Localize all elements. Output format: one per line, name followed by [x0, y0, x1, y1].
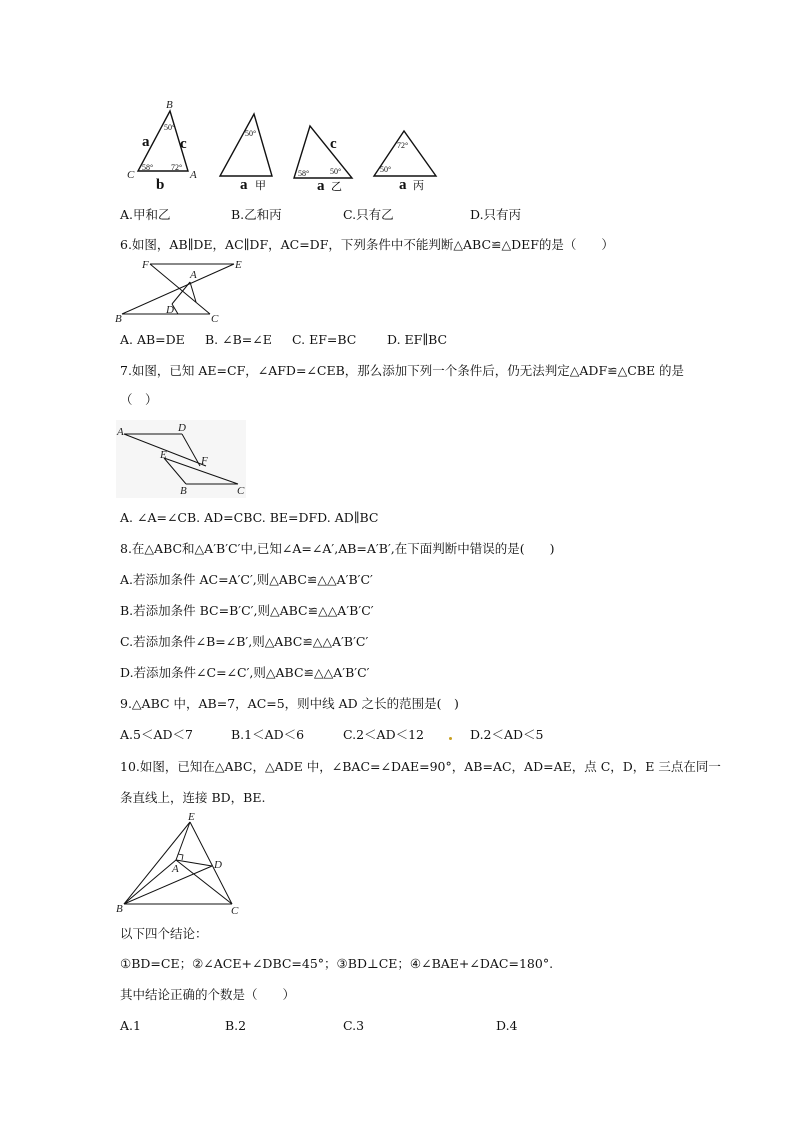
svg-text:D: D — [214, 859, 222, 871]
svg-text:D: D — [166, 304, 174, 316]
q9-stem: 9.△ABC 中，AB=7，AC=5，则中线 AD 之长的范围是( ) — [120, 696, 459, 711]
q9-option-c[interactable]: C.2＜AD＜12 — [343, 727, 424, 742]
q5-triangles-figure — [120, 98, 450, 193]
svg-text:B: B — [115, 313, 122, 325]
q10-option-b[interactable]: B.2 — [225, 1018, 247, 1033]
q10-option-c[interactable]: C.3 — [343, 1018, 365, 1033]
svg-text:A: A — [190, 269, 197, 281]
triangle-bing — [374, 131, 436, 193]
vertex-C: C — [127, 169, 135, 181]
svg-text:a: a — [399, 177, 407, 193]
svg-text:a: a — [317, 178, 325, 193]
q8-option-c[interactable]: C.若添加条件∠B=∠B′,则△ABC≌△△A′B′C′ — [120, 634, 369, 649]
q6-option-b[interactable]: B. ∠B=∠E — [205, 332, 272, 347]
svg-text:C: C — [237, 485, 245, 497]
svg-text:B: B — [180, 485, 187, 497]
q8-option-d[interactable]: D.若添加条件∠C=∠C′,则△ABC≌△△A′B′C′ — [120, 665, 370, 680]
svg-text:甲: 甲 — [255, 180, 266, 192]
angle-A: 72° — [171, 163, 183, 172]
q10-option-a[interactable]: A.1 — [120, 1018, 141, 1033]
q10-conclusions: ①BD=CE；②∠ACE+∠DBC=45°；③BD⊥CE；④∠BAE+∠DAC=180°. — [120, 956, 554, 971]
q8-option-b[interactable]: B.若添加条件 BC=B′C′,则△ABC≌△△A′B′C′ — [120, 603, 374, 618]
q9-option-b[interactable]: B.1＜AD＜6 — [231, 727, 305, 742]
q10-stem-line2: 条直线上，连接 BD，BE. — [120, 790, 266, 805]
q5-option-c[interactable]: C.只有乙 — [343, 207, 394, 222]
svg-text:50°: 50° — [380, 165, 392, 174]
svg-text:A: A — [172, 863, 179, 875]
svg-text:E: E — [160, 449, 167, 461]
vertex-B: B — [166, 99, 173, 111]
q6-option-c[interactable]: C. EF=BC — [292, 332, 357, 347]
triangle-jia — [220, 114, 272, 193]
side-b: b — [156, 177, 165, 193]
reference-triangle — [127, 99, 197, 193]
svg-text:a: a — [240, 177, 248, 193]
q9-option-d[interactable]: D.2＜AD＜5 — [470, 727, 544, 742]
vertex-A: A — [190, 169, 197, 181]
svg-text:50°: 50° — [245, 129, 257, 138]
svg-text:D: D — [178, 422, 186, 434]
svg-text:E: E — [235, 259, 242, 271]
svg-text:72°: 72° — [397, 141, 409, 150]
angle-C: 58° — [142, 163, 154, 172]
svg-text:F: F — [201, 455, 208, 467]
side-c: c — [180, 136, 187, 152]
q5-option-d[interactable]: D.只有丙 — [470, 207, 522, 222]
q10-option-d[interactable]: D.4 — [496, 1018, 518, 1033]
svg-text:c: c — [330, 136, 337, 152]
svg-text:B: B — [116, 903, 123, 915]
triangle-yi — [294, 126, 352, 193]
q7-stem: 7.如图，已知 AE=CF，∠AFD=∠CEB，那么添加下列一个条件后，仍无法判定△ADF≌△CBE 的是 — [120, 363, 685, 378]
svg-text:C: C — [231, 905, 239, 917]
q10-stem-line1: 10.如图，已知在△ABC，△ADE 中，∠BAC=∠DAE=90°，AB=AC，AD=AE，点 C，D，E 三点在同一 — [120, 759, 721, 774]
svg-text:F: F — [142, 259, 149, 271]
side-a: a — [142, 134, 150, 150]
svg-text:丙: 丙 — [413, 180, 424, 192]
svg-text:58°: 58° — [298, 169, 310, 178]
svg-text:乙: 乙 — [331, 181, 342, 193]
q8-option-a[interactable]: A.若添加条件 AC=A′C′,则△ABC≌△△A′B′C′ — [120, 572, 373, 587]
q10-question: 其中结论正确的个数是（ ） — [120, 987, 296, 1002]
stray-dot — [449, 737, 452, 740]
svg-text:C: C — [211, 313, 219, 325]
svg-text:A: A — [117, 426, 124, 438]
angle-B: 50° — [164, 123, 176, 132]
q5-option-a[interactable]: A.甲和乙 — [120, 207, 171, 222]
q6-option-d[interactable]: D. EF∥BC — [387, 332, 448, 347]
q9-option-a[interactable]: A.5＜AD＜7 — [120, 727, 193, 742]
q6-figure — [114, 256, 254, 326]
q10-figure — [114, 810, 249, 918]
q6-option-a[interactable]: A. AB=DE — [120, 332, 185, 347]
q5-option-b[interactable]: B.乙和丙 — [231, 207, 282, 222]
svg-text:E: E — [188, 811, 195, 823]
q7-options[interactable]: A. ∠A=∠CB. AD=CBC. BE=DFD. AD∥BC — [120, 510, 379, 525]
q7-figure — [116, 420, 246, 498]
q8-stem: 8.在△ABC和△A′B′C′中,已知∠A=∠A′,AB=A′B′,在下面判断中错误的是( ) — [120, 541, 555, 556]
svg-text:50°: 50° — [330, 167, 342, 176]
q10-intro: 以下四个结论： — [120, 926, 208, 941]
q6-stem: 6.如图，AB∥DE，AC∥DF，AC=DF，下列条件中不能判断△ABC≌△DEF的是（ ） — [120, 237, 614, 252]
q7-stem-bracket: （ ） — [120, 392, 158, 407]
